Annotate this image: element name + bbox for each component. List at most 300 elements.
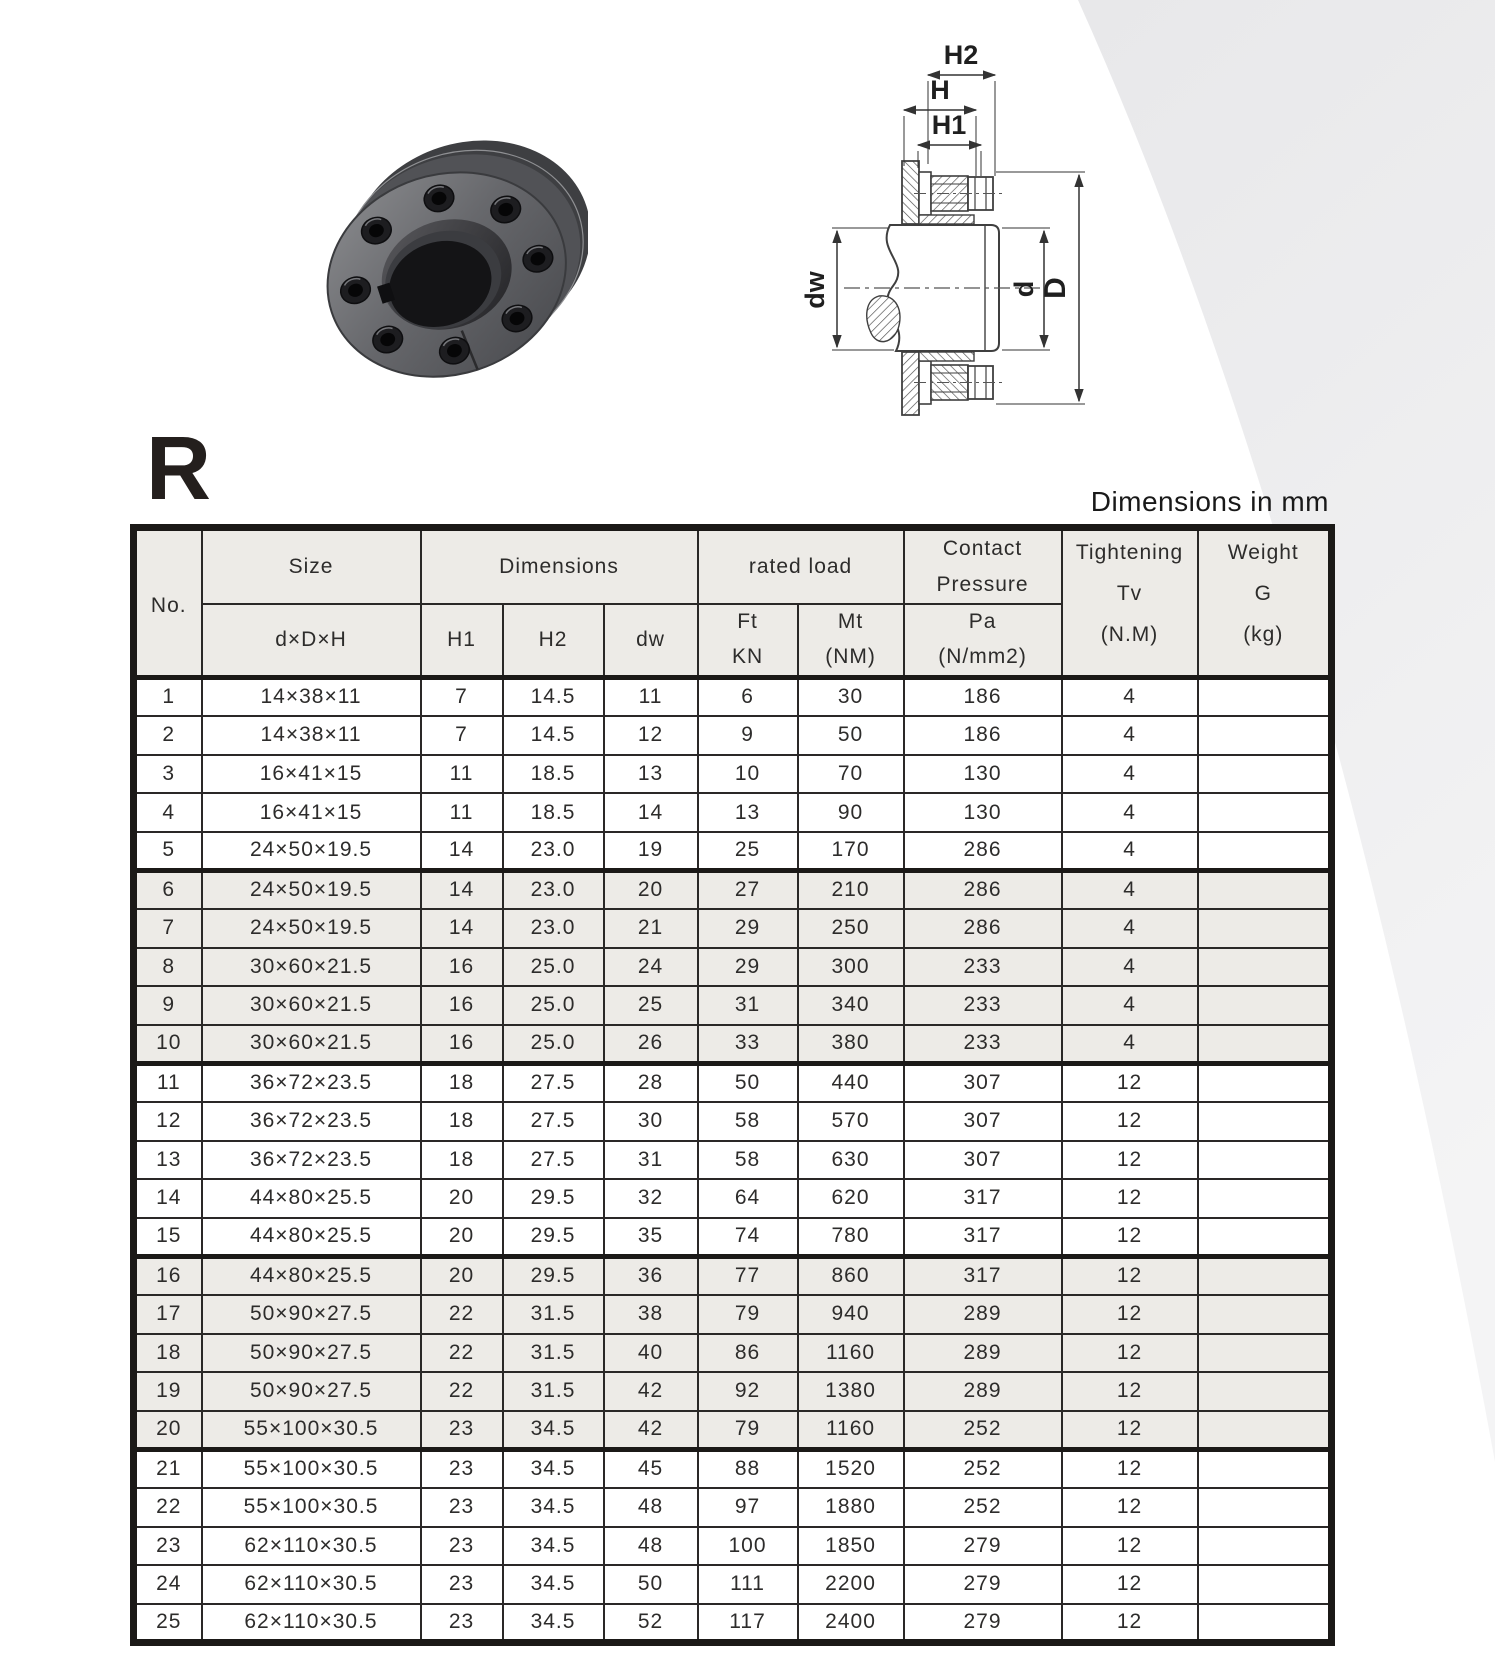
table-row bbox=[134, 1449, 1332, 1488]
cell-ft: 27 bbox=[698, 870, 798, 909]
cell-h2: 34.5 bbox=[503, 1411, 604, 1450]
cell-tv: 4 bbox=[1062, 755, 1198, 794]
ft-line-1: Ft bbox=[737, 610, 758, 634]
col-header-rated-load: rated load bbox=[698, 528, 904, 605]
cell-h1: 14 bbox=[421, 832, 503, 871]
col-header-contact-pressure bbox=[904, 528, 1062, 605]
cell-mt: 860 bbox=[798, 1256, 904, 1295]
cell-no: 9 bbox=[134, 986, 202, 1025]
cell-ft: 111 bbox=[698, 1565, 798, 1604]
col-header-weight bbox=[1198, 528, 1332, 678]
cell-size: 50×90×27.5 bbox=[202, 1372, 421, 1411]
cell-h1: 18 bbox=[421, 1102, 503, 1141]
col-header-mt bbox=[798, 604, 904, 678]
cell-h1: 20 bbox=[421, 1256, 503, 1295]
cell-h2: 31.5 bbox=[503, 1334, 604, 1373]
table-row bbox=[134, 755, 1332, 794]
locking-assembly-ring bbox=[318, 122, 588, 407]
cell-h1: 18 bbox=[421, 1063, 503, 1102]
cell-no: 23 bbox=[134, 1527, 202, 1566]
cell-mt: 780 bbox=[798, 1218, 904, 1257]
cell-no: 25 bbox=[134, 1604, 202, 1643]
cell-ft: 79 bbox=[698, 1411, 798, 1450]
cell-ft: 25 bbox=[698, 832, 798, 871]
cell-weight bbox=[1198, 1025, 1332, 1064]
cell-h1: 18 bbox=[421, 1141, 503, 1180]
cell-h1: 23 bbox=[421, 1565, 503, 1604]
cell-dw: 31 bbox=[604, 1141, 698, 1180]
cell-no: 1 bbox=[134, 678, 202, 717]
table-row bbox=[134, 1527, 1332, 1566]
cell-weight bbox=[1198, 948, 1332, 987]
table-row bbox=[134, 1565, 1332, 1604]
cell-dw: 52 bbox=[604, 1604, 698, 1643]
cell-tv: 12 bbox=[1062, 1604, 1198, 1643]
table-row bbox=[134, 1604, 1332, 1643]
cell-weight bbox=[1198, 1256, 1332, 1295]
cell-no: 18 bbox=[134, 1334, 202, 1373]
cell-h2: 27.5 bbox=[503, 1102, 604, 1141]
table-body bbox=[134, 678, 1332, 1643]
cell-pa: 130 bbox=[904, 755, 1062, 794]
cell-h2: 23.0 bbox=[503, 909, 604, 948]
cell-mt: 30 bbox=[798, 678, 904, 717]
cell-h1: 14 bbox=[421, 870, 503, 909]
cell-h1: 23 bbox=[421, 1488, 503, 1527]
cell-pa: 307 bbox=[904, 1141, 1062, 1180]
cell-h1: 16 bbox=[421, 986, 503, 1025]
table-row bbox=[134, 1256, 1332, 1295]
table-row bbox=[134, 1179, 1332, 1218]
cell-dw: 13 bbox=[604, 755, 698, 794]
clamp-assembly-top bbox=[902, 161, 1002, 224]
cell-dw: 28 bbox=[604, 1063, 698, 1102]
table-row bbox=[134, 1488, 1332, 1527]
cell-no: 21 bbox=[134, 1449, 202, 1488]
cell-h2: 34.5 bbox=[503, 1565, 604, 1604]
cell-h2: 18.5 bbox=[503, 793, 604, 832]
cell-mt: 2400 bbox=[798, 1604, 904, 1643]
col-header-tightening bbox=[1062, 528, 1198, 678]
cell-size: 55×100×30.5 bbox=[202, 1449, 421, 1488]
cell-mt: 1160 bbox=[798, 1411, 904, 1450]
cell-size: 62×110×30.5 bbox=[202, 1604, 421, 1643]
cell-weight bbox=[1198, 1063, 1332, 1102]
cell-h2: 25.0 bbox=[503, 1025, 604, 1064]
tightening-line-3: (N.M) bbox=[1100, 623, 1159, 647]
cell-tv: 12 bbox=[1062, 1411, 1198, 1450]
cell-size: 44×80×25.5 bbox=[202, 1256, 421, 1295]
cell-weight bbox=[1198, 1179, 1332, 1218]
cell-tv: 12 bbox=[1062, 1449, 1198, 1488]
cell-no: 11 bbox=[134, 1063, 202, 1102]
cell-mt: 210 bbox=[798, 870, 904, 909]
cell-ft: 58 bbox=[698, 1102, 798, 1141]
cell-weight bbox=[1198, 1527, 1332, 1566]
table-row bbox=[134, 909, 1332, 948]
cell-ft: 13 bbox=[698, 793, 798, 832]
cell-mt: 170 bbox=[798, 832, 904, 871]
cell-dw: 40 bbox=[604, 1334, 698, 1373]
cell-h1: 16 bbox=[421, 1025, 503, 1064]
cell-pa: 289 bbox=[904, 1334, 1062, 1373]
dim-label-h: H bbox=[930, 75, 950, 105]
cell-no: 5 bbox=[134, 832, 202, 871]
table-row bbox=[134, 716, 1332, 755]
ft-line-2: KN bbox=[731, 645, 764, 669]
cell-dw: 50 bbox=[604, 1565, 698, 1604]
cell-ft: 10 bbox=[698, 755, 798, 794]
cell-ft: 6 bbox=[698, 678, 798, 717]
cell-h1: 20 bbox=[421, 1218, 503, 1257]
cell-mt: 380 bbox=[798, 1025, 904, 1064]
cell-size: 24×50×19.5 bbox=[202, 832, 421, 871]
cell-mt: 70 bbox=[798, 755, 904, 794]
cell-tv: 4 bbox=[1062, 1025, 1198, 1064]
table-header bbox=[134, 528, 1332, 678]
cell-weight bbox=[1198, 1295, 1332, 1334]
col-header-ft bbox=[698, 604, 798, 678]
cell-h2: 29.5 bbox=[503, 1179, 604, 1218]
tightening-line-2: Tv bbox=[1116, 581, 1143, 605]
table-row bbox=[134, 1141, 1332, 1180]
table-row bbox=[134, 1025, 1332, 1064]
cell-ft: 50 bbox=[698, 1063, 798, 1102]
cell-size: 50×90×27.5 bbox=[202, 1334, 421, 1373]
cell-dw: 48 bbox=[604, 1527, 698, 1566]
cell-mt: 940 bbox=[798, 1295, 904, 1334]
cell-no: 17 bbox=[134, 1295, 202, 1334]
cell-ft: 29 bbox=[698, 948, 798, 987]
cell-no: 4 bbox=[134, 793, 202, 832]
cell-h1: 22 bbox=[421, 1334, 503, 1373]
dimension-drawing bbox=[752, 18, 1262, 438]
cell-tv: 4 bbox=[1062, 870, 1198, 909]
col-header-size: Size bbox=[202, 528, 421, 605]
cell-dw: 14 bbox=[604, 793, 698, 832]
cell-tv: 12 bbox=[1062, 1179, 1198, 1218]
cell-no: 20 bbox=[134, 1411, 202, 1450]
cell-dw: 32 bbox=[604, 1179, 698, 1218]
cell-tv: 12 bbox=[1062, 1295, 1198, 1334]
cell-dw: 38 bbox=[604, 1295, 698, 1334]
cell-size: 55×100×30.5 bbox=[202, 1411, 421, 1450]
cell-no: 15 bbox=[134, 1218, 202, 1257]
cell-tv: 12 bbox=[1062, 1102, 1198, 1141]
cell-pa: 289 bbox=[904, 1372, 1062, 1411]
cell-pa: 279 bbox=[904, 1527, 1062, 1566]
tightening-line-1: Tightening bbox=[1075, 540, 1184, 564]
cell-h2: 14.5 bbox=[503, 716, 604, 755]
cell-size: 16×41×15 bbox=[202, 755, 421, 794]
cell-pa: 286 bbox=[904, 909, 1062, 948]
cell-no: 14 bbox=[134, 1179, 202, 1218]
cell-pa: 307 bbox=[904, 1102, 1062, 1141]
cell-weight bbox=[1198, 870, 1332, 909]
cell-ft: 88 bbox=[698, 1449, 798, 1488]
cell-pa: 286 bbox=[904, 870, 1062, 909]
cell-ft: 77 bbox=[698, 1256, 798, 1295]
cell-mt: 1850 bbox=[798, 1527, 904, 1566]
cell-weight bbox=[1198, 1334, 1332, 1373]
cell-mt: 1160 bbox=[798, 1334, 904, 1373]
cell-size: 30×60×21.5 bbox=[202, 1025, 421, 1064]
cell-size: 24×50×19.5 bbox=[202, 909, 421, 948]
table-row bbox=[134, 1102, 1332, 1141]
cell-h2: 29.5 bbox=[503, 1218, 604, 1257]
cell-tv: 4 bbox=[1062, 986, 1198, 1025]
dim-label-h1: H1 bbox=[931, 110, 967, 140]
cell-h1: 22 bbox=[421, 1295, 503, 1334]
cell-ft: 79 bbox=[698, 1295, 798, 1334]
cell-weight bbox=[1198, 1449, 1332, 1488]
table-row bbox=[134, 1063, 1332, 1102]
cell-no: 12 bbox=[134, 1102, 202, 1141]
cell-ft: 97 bbox=[698, 1488, 798, 1527]
cell-dw: 19 bbox=[604, 832, 698, 871]
table-row bbox=[134, 986, 1332, 1025]
cell-mt: 50 bbox=[798, 716, 904, 755]
cell-no: 24 bbox=[134, 1565, 202, 1604]
cell-ft: 9 bbox=[698, 716, 798, 755]
cell-size: 44×80×25.5 bbox=[202, 1218, 421, 1257]
cell-dw: 42 bbox=[604, 1411, 698, 1450]
cell-h1: 23 bbox=[421, 1411, 503, 1450]
table-row bbox=[134, 832, 1332, 871]
cell-h2: 18.5 bbox=[503, 755, 604, 794]
mt-line-1: Mt bbox=[837, 610, 864, 634]
table-row bbox=[134, 1411, 1332, 1450]
weight-line-1: Weight bbox=[1227, 540, 1299, 564]
cell-size: 36×72×23.5 bbox=[202, 1102, 421, 1141]
cell-h1: 11 bbox=[421, 793, 503, 832]
cell-h2: 31.5 bbox=[503, 1372, 604, 1411]
col-header-no bbox=[134, 528, 202, 678]
cell-weight bbox=[1198, 1488, 1332, 1527]
dim-label-dw: dw bbox=[800, 271, 830, 309]
cell-tv: 12 bbox=[1062, 1372, 1198, 1411]
cell-tv: 12 bbox=[1062, 1488, 1198, 1527]
cell-ft: 74 bbox=[698, 1218, 798, 1257]
cell-dw: 20 bbox=[604, 870, 698, 909]
cell-mt: 1880 bbox=[798, 1488, 904, 1527]
cell-pa: 130 bbox=[904, 793, 1062, 832]
cell-dw: 36 bbox=[604, 1256, 698, 1295]
cell-tv: 12 bbox=[1062, 1565, 1198, 1604]
cell-tv: 4 bbox=[1062, 793, 1198, 832]
cell-pa: 286 bbox=[904, 832, 1062, 871]
cell-size: 44×80×25.5 bbox=[202, 1179, 421, 1218]
col-header-dimensions: Dimensions bbox=[421, 528, 698, 605]
cell-h2: 23.0 bbox=[503, 832, 604, 871]
cell-dw: 35 bbox=[604, 1218, 698, 1257]
table-row bbox=[134, 870, 1332, 909]
cell-mt: 440 bbox=[798, 1063, 904, 1102]
cell-h1: 7 bbox=[421, 678, 503, 717]
cell-weight bbox=[1198, 755, 1332, 794]
cell-no: 19 bbox=[134, 1372, 202, 1411]
cell-size: 36×72×23.5 bbox=[202, 1141, 421, 1180]
cell-dw: 42 bbox=[604, 1372, 698, 1411]
table-row bbox=[134, 1372, 1332, 1411]
cell-h2: 34.5 bbox=[503, 1488, 604, 1527]
cell-ft: 100 bbox=[698, 1527, 798, 1566]
cell-ft: 29 bbox=[698, 909, 798, 948]
cell-ft: 117 bbox=[698, 1604, 798, 1643]
cell-dw: 11 bbox=[604, 678, 698, 717]
cell-weight bbox=[1198, 716, 1332, 755]
col-header-h2: H2 bbox=[503, 604, 604, 678]
cell-dw: 25 bbox=[604, 986, 698, 1025]
col-header-no-label: No. bbox=[150, 593, 187, 617]
cell-pa: 233 bbox=[904, 1025, 1062, 1064]
cell-size: 36×72×23.5 bbox=[202, 1063, 421, 1102]
cell-h1: 7 bbox=[421, 716, 503, 755]
cell-size: 16×41×15 bbox=[202, 793, 421, 832]
cell-pa: 233 bbox=[904, 948, 1062, 987]
cell-ft: 86 bbox=[698, 1334, 798, 1373]
mt-line-2: (NM) bbox=[825, 645, 876, 669]
cell-pa: 252 bbox=[904, 1488, 1062, 1527]
product-photo bbox=[318, 122, 588, 412]
cell-h1: 23 bbox=[421, 1604, 503, 1643]
cell-h2: 34.5 bbox=[503, 1449, 604, 1488]
table-row bbox=[134, 678, 1332, 717]
cell-dw: 26 bbox=[604, 1025, 698, 1064]
cell-tv: 4 bbox=[1062, 678, 1198, 717]
cell-dw: 30 bbox=[604, 1102, 698, 1141]
col-header-size-sub: d×D×H bbox=[202, 604, 421, 678]
table-header-row-top bbox=[134, 528, 1332, 605]
pa-line-2: (N/mm2) bbox=[938, 645, 1027, 669]
cell-tv: 12 bbox=[1062, 1141, 1198, 1180]
table-row bbox=[134, 948, 1332, 987]
cell-pa: 317 bbox=[904, 1218, 1062, 1257]
cell-weight bbox=[1198, 1141, 1332, 1180]
contact-line-1: Contact bbox=[942, 536, 1023, 560]
cell-no: 22 bbox=[134, 1488, 202, 1527]
cell-weight bbox=[1198, 986, 1332, 1025]
cell-no: 13 bbox=[134, 1141, 202, 1180]
cell-mt: 2200 bbox=[798, 1565, 904, 1604]
cell-ft: 64 bbox=[698, 1179, 798, 1218]
table-row bbox=[134, 1295, 1332, 1334]
cell-pa: 186 bbox=[904, 716, 1062, 755]
dim-label-d: d bbox=[1009, 280, 1039, 298]
cell-size: 30×60×21.5 bbox=[202, 948, 421, 987]
table-row bbox=[134, 1218, 1332, 1257]
cell-h2: 27.5 bbox=[503, 1063, 604, 1102]
cell-tv: 12 bbox=[1062, 1256, 1198, 1295]
cell-dw: 48 bbox=[604, 1488, 698, 1527]
cell-mt: 90 bbox=[798, 793, 904, 832]
cell-h1: 22 bbox=[421, 1372, 503, 1411]
table-row bbox=[134, 1334, 1332, 1373]
cell-h2: 23.0 bbox=[503, 870, 604, 909]
cell-mt: 1520 bbox=[798, 1449, 904, 1488]
cell-h1: 20 bbox=[421, 1179, 503, 1218]
cell-mt: 300 bbox=[798, 948, 904, 987]
cell-size: 14×38×11 bbox=[202, 678, 421, 717]
cell-mt: 620 bbox=[798, 1179, 904, 1218]
col-header-dw: dw bbox=[604, 604, 698, 678]
cell-h1: 23 bbox=[421, 1449, 503, 1488]
cell-pa: 252 bbox=[904, 1411, 1062, 1450]
cell-weight bbox=[1198, 832, 1332, 871]
cell-pa: 307 bbox=[904, 1063, 1062, 1102]
cell-tv: 4 bbox=[1062, 948, 1198, 987]
cell-tv: 12 bbox=[1062, 1218, 1198, 1257]
pa-line-1: Pa bbox=[968, 610, 997, 634]
cell-no: 6 bbox=[134, 870, 202, 909]
cell-pa: 279 bbox=[904, 1565, 1062, 1604]
cell-no: 16 bbox=[134, 1256, 202, 1295]
units-note: Dimensions in mm bbox=[1090, 486, 1329, 517]
cell-tv: 12 bbox=[1062, 1063, 1198, 1102]
spec-table bbox=[130, 524, 1335, 1646]
weight-line-2: G bbox=[1254, 581, 1272, 605]
table-row bbox=[134, 793, 1332, 832]
cell-tv: 12 bbox=[1062, 1334, 1198, 1373]
cell-size: 55×100×30.5 bbox=[202, 1488, 421, 1527]
cell-dw: 45 bbox=[604, 1449, 698, 1488]
cell-no: 2 bbox=[134, 716, 202, 755]
cell-pa: 252 bbox=[904, 1449, 1062, 1488]
cell-h2: 34.5 bbox=[503, 1527, 604, 1566]
series-code-label: R bbox=[146, 419, 209, 519]
cell-weight bbox=[1198, 909, 1332, 948]
cell-pa: 317 bbox=[904, 1256, 1062, 1295]
cell-h2: 25.0 bbox=[503, 986, 604, 1025]
weight-line-3: (kg) bbox=[1243, 623, 1284, 647]
cell-h1: 16 bbox=[421, 948, 503, 987]
cell-h2: 29.5 bbox=[503, 1256, 604, 1295]
cell-h1: 11 bbox=[421, 755, 503, 794]
cell-ft: 31 bbox=[698, 986, 798, 1025]
cell-dw: 21 bbox=[604, 909, 698, 948]
cell-ft: 92 bbox=[698, 1372, 798, 1411]
cell-h1: 14 bbox=[421, 909, 503, 948]
cell-h2: 31.5 bbox=[503, 1295, 604, 1334]
cell-h2: 27.5 bbox=[503, 1141, 604, 1180]
cell-ft: 33 bbox=[698, 1025, 798, 1064]
cell-pa: 233 bbox=[904, 986, 1062, 1025]
cell-size: 30×60×21.5 bbox=[202, 986, 421, 1025]
cell-ft: 58 bbox=[698, 1141, 798, 1180]
cell-weight bbox=[1198, 793, 1332, 832]
cell-mt: 630 bbox=[798, 1141, 904, 1180]
cell-weight bbox=[1198, 1565, 1332, 1604]
cell-h2: 34.5 bbox=[503, 1604, 604, 1643]
cell-dw: 12 bbox=[604, 716, 698, 755]
cell-mt: 250 bbox=[798, 909, 904, 948]
shaft-break-hatch bbox=[867, 296, 900, 342]
dim-label-D: D bbox=[1039, 277, 1072, 299]
cell-dw: 24 bbox=[604, 948, 698, 987]
col-header-h1: H1 bbox=[421, 604, 503, 678]
cell-no: 10 bbox=[134, 1025, 202, 1064]
cell-pa: 317 bbox=[904, 1179, 1062, 1218]
cell-h1: 23 bbox=[421, 1527, 503, 1566]
dim-label-h2: H2 bbox=[943, 40, 979, 70]
col-header-pa bbox=[904, 604, 1062, 678]
cell-size: 62×110×30.5 bbox=[202, 1565, 421, 1604]
cell-size: 14×38×11 bbox=[202, 716, 421, 755]
cell-no: 7 bbox=[134, 909, 202, 948]
cell-weight bbox=[1198, 1218, 1332, 1257]
cell-mt: 340 bbox=[798, 986, 904, 1025]
cell-size: 62×110×30.5 bbox=[202, 1527, 421, 1566]
